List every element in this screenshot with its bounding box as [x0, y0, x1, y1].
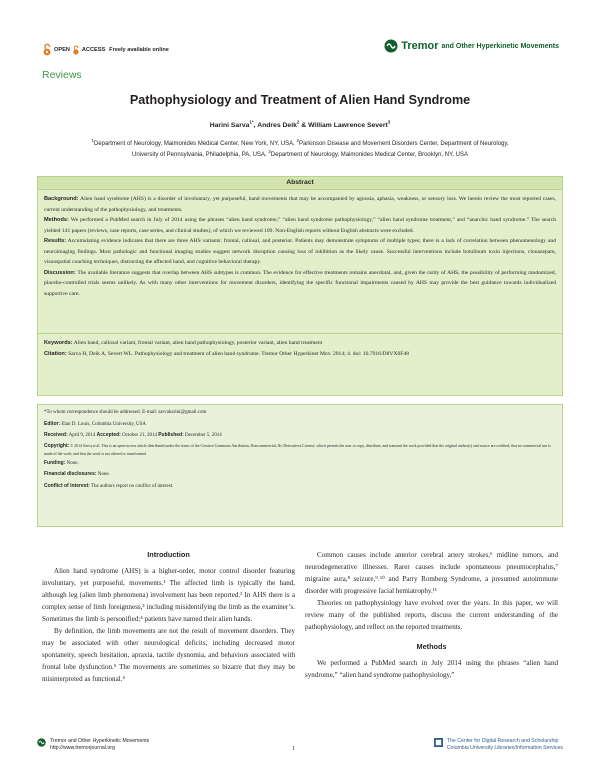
author-name: Andres Deik [257, 122, 297, 129]
body-column-left [42, 549, 295, 686]
info-text: None. [65, 460, 79, 466]
abstract-label: Discussion: [44, 269, 76, 276]
access-label: ACCESS [81, 46, 106, 53]
body-paragraph: Common causes include anterior cerebral artery strokes,⁶ midline tumors, and neurodegenerative illnesses. Rarer causes include spontaneous pneumocephalus,⁷ migraine aura,⁸ seizure,⁹˒¹⁰ and Parry Romberg Syndrome, a presumed autoimmune disorder with progressive facial hemiatrophy.¹¹ [305, 551, 558, 596]
citation [44, 349, 556, 360]
info-label: Financial disclosures: [44, 471, 97, 478]
abstract-label: Methods: [44, 217, 69, 223]
footer-publisher [434, 738, 563, 752]
info-label: Funding: [44, 459, 66, 466]
abstract-background [44, 194, 556, 215]
abstract-label: Background: [44, 196, 79, 202]
affiliation-text: University of Pennsylvania, Philadelphia, PA, USA, [131, 152, 269, 158]
info-text: April 9, 2014 [67, 433, 97, 438]
info-text: © 2014 Sarva et al. This is an open-access article distributed under the terms of the Creative Commons Attribution–Noncommercial–No Derivatives License, which permits the user to copy, distribute, and transmit the work provided that the original author(s) and source are credited; that no commercial use is made of the work; and that the work is not altered or transformed. [44, 443, 551, 456]
footer-publisher-dept: Columbia University Libraries/Information Services [446, 745, 563, 751]
author-sup: 3 [387, 119, 391, 125]
body-paragraph: We performed a PubMed search in July 2014 using the phrases “alien hand syndrome,” “alien hand syndrome pathophysiology,” [305, 659, 558, 680]
correspondence: *To whom correspondence should be addressed. E-mail: sarvaharini@gmail.com [44, 410, 207, 415]
info-label: Accepted: [96, 432, 121, 438]
funding [44, 458, 556, 470]
editor [44, 419, 556, 431]
info-text: None. [96, 472, 110, 478]
affiliation-text: Department of Neurology, Maimonides Medical Center, New York, NY, USA, [93, 141, 297, 147]
abstract-text: We performed a PubMed search in July of 2014 using the phrases “alien hand syndrome,” “alien hand syndrome pathophysiology,” “alien hand syndrome treatment,” and “anarchic hand syndrome.” The search yielded 141 papers (reviews, case reports, case series, and clinical studies), of which we reviewed 109. Non-English reports without English abstracts were excluded. [44, 217, 556, 234]
body-paragraph: By definition, the limb movements are not the result of movement disorders. They may be associated with other neurological deficits, including decreased motor spontaneity, speech hesitation, apraxia, tactile dysnomia, and behaviors associated with frontal lobe dysfunction.⁵ The movements are sometimes so bizarre that they may be misinterpreted as functional.⁴ [42, 627, 295, 684]
footer-journal [37, 738, 149, 752]
copyright [44, 442, 556, 458]
keywords-label: Keywords: [44, 340, 73, 346]
affil-sup: 1 [91, 138, 94, 143]
article-info-box [37, 404, 563, 527]
info-label: Editor: [44, 420, 61, 427]
abstract-text: The available literature suggests that overlap between AHS subtypes is common. The evidence for effective treatments remains anecdotal, and, given the rarity of AHS, the possibility of performing randomized, placebo-controlled trials seems unlikely. As with many other interventions for movement disorders, identifying the specific functional impairments caused by AHS may provide the best guidance towards individualized supportive care. [44, 269, 556, 297]
info-text: December 5, 2014 [183, 433, 222, 438]
author-list [0, 119, 600, 129]
author-separator: , [253, 122, 258, 129]
abstract-text: Alien hand syndrome (AHS) is a disorder of involuntary, yet purposeful, hand movements that may be accompanied by agnosia, aphasia, weakness, or sensory loss. We herein review the most reported cases, current understanding of the pathophysiology, and treatments. [44, 196, 556, 213]
cdrs-logo-icon [434, 738, 443, 747]
info-text: October 21, 2014 [120, 433, 159, 438]
abstract-divider [38, 333, 562, 334]
abstract-results [44, 236, 556, 268]
abstract-label: Results: [44, 238, 67, 244]
info-text: Elan D. Louis, Columbia University, USA [60, 421, 147, 427]
footer-publisher-name: The Center for Digital Research and Scholarship [446, 738, 559, 744]
info-text: The authors report no conflict of interest. [89, 483, 174, 489]
section-label: Reviews [42, 69, 82, 81]
author-sup: 1* [249, 119, 254, 125]
affil-sup: 3 [268, 149, 271, 154]
author-name: Harini Sarva [209, 122, 250, 129]
open-lock-icon [42, 43, 52, 56]
body-paragraph: Theories on pathophysiology have evolved over the years. In this paper, we will review many of the published reports, discuss the current understanding of the pathophysiology, and reflect on the reported treatments. [305, 599, 558, 632]
abstract-box [37, 176, 563, 396]
methods-heading: Methods [416, 642, 447, 652]
financial-disclosures [44, 469, 556, 481]
abstract-text: Accumulating evidence indicates that there are three AHS variants: frontal, callosal, and posterior. Patients may demonstrate symptoms of multiple types; there is a lack of correlation between phenomenology and neuroimaging findings. Most pathologic and functional imaging studies suggest network disruption causing loss of inhibition as the likely cause. Successful interventions include botulinum toxin injections, clonazepam, visuospatial coaching techniques, distracting the affected hand, and cognitive behavioral therapy. [44, 238, 556, 265]
author-name: William Lawrence Severt [308, 122, 388, 129]
affiliation-text: Parkinson Disease and Movement Disorders Center, Department of Neurology, [298, 141, 509, 147]
introduction-heading: Introduction [147, 550, 190, 559]
open-access-badge [42, 43, 169, 56]
author-sup: 2 [296, 119, 300, 125]
freely-available-label: Freely available online [109, 46, 169, 53]
info-label: Received: [44, 432, 68, 438]
journal-logo-icon [384, 39, 398, 53]
dates [44, 430, 556, 442]
keywords-text: Alien hand, callosal variant, frontal variant, alien hand pathophysiology, posterior variant, alien hand treatment [72, 340, 323, 346]
journal-name: Tremor [401, 40, 439, 52]
journal-logo-icon [37, 738, 46, 747]
footer-journal-url[interactable]: http://www.tremorjournal.org [50, 745, 115, 751]
info-label: Conflict of interest: [44, 482, 90, 489]
page-number: 1 [292, 746, 295, 752]
journal-logo [384, 39, 559, 53]
article-title: Pathophysiology and Treatment of Alien Hand Syndrome [129, 93, 471, 107]
conflict-of-interest [44, 481, 556, 493]
info-label: Published: [158, 432, 184, 438]
affiliations [42, 139, 558, 161]
footer-journal-name: Tremor and Other Hyperkinetic Movements [50, 738, 150, 744]
keywords [44, 338, 556, 349]
author-separator: & [299, 122, 309, 129]
affiliation-text: Department of Neurology, Maimonides Medical Center, Brooklyn, NY, USA [270, 152, 468, 158]
abstract-discussion [44, 268, 556, 300]
info-label: Copyright: [44, 442, 70, 449]
citation-label: Citation: [44, 350, 67, 357]
body-paragraph: Alien hand syndrome (AHS) is a higher-order, motor control disorder featuring involuntary, yet purposeful, movements.¹ The affected limb is typically the hand, although leg (alien limb phenomena) involvement has been reported.² In AHS there is a complex sense of limb foreignness,³ including misidentifying the limb as the examiner’s. Sometimes the limb is personified;⁴ patients have named their alien hands. [42, 567, 295, 624]
body-column-right [305, 549, 558, 681]
open-label: OPEN [54, 46, 70, 53]
citation-text: Sarva H, Deik A, Severt WL. Pathophysiology and treatment of alien hand syndrome. Tremor Other Hyperkinet Mov. 2014; 4. doi: 10.7916/D8VX0F48 [66, 350, 409, 357]
open-lock-icon [72, 45, 80, 55]
abstract-heading: Abstract [38, 177, 562, 190]
journal-subtitle: and Other Hyperkinetic Movements [441, 42, 559, 50]
affil-sup: 2 [296, 138, 299, 143]
abstract-methods [44, 215, 556, 236]
